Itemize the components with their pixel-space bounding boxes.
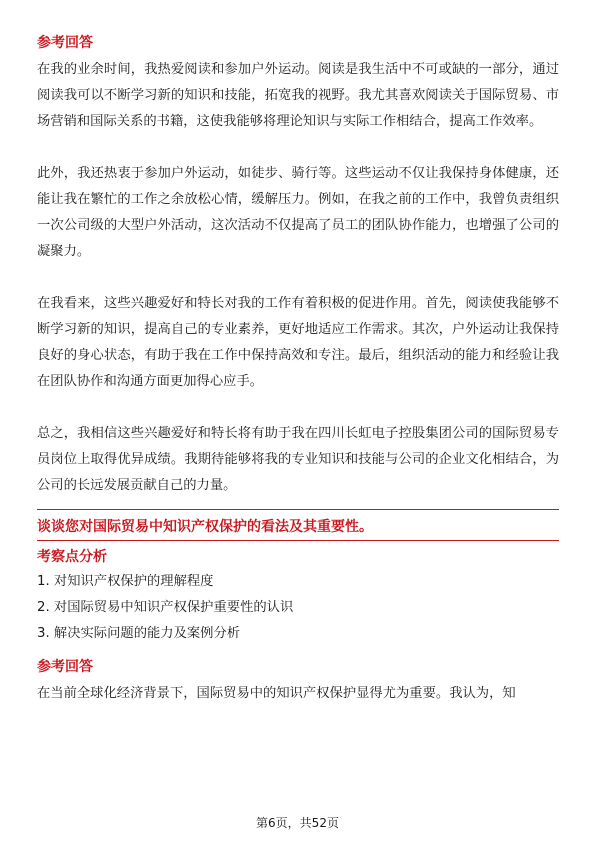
paragraph-gap: [37, 395, 559, 421]
reference-answer-heading-2: 参考回答: [37, 659, 93, 675]
answer-paragraph-3: 在我看来，这些兴趣爱好和特长对我的工作有着积极的促进作用。首先，阅读使我能够不断学习新的知识，提高自己的专业素养，更好地适应工作需求。其次，户外运动让我保持良好的身心状态，有助于我在工作中保持高效和专注。最后，组织活动的能力和经验让我在团队协作和沟通方面更加得心应手。: [37, 296, 559, 389]
analysis-item-1: 1. 对知识产权保护的理解程度: [37, 574, 214, 589]
reference-answer-heading: 参考回答: [37, 35, 93, 51]
analysis-heading: 考察点分析: [37, 549, 107, 565]
question-divider-top: [37, 509, 559, 510]
answer-paragraph-4: 总之，我相信这些兴趣爱好和特长将有助于我在四川长虹电子控股集团公司的国际贸易专员岗位上取得优异成绩。我期待能够将我的专业知识和技能与公司的企业文化相结合，为公司的长远发展贡献自己的力量。: [37, 426, 559, 493]
answer-paragraph-5: 在当前全球化经济背景下，国际贸易中的知识产权保护显得尤为重要。我认为，知: [37, 686, 516, 701]
spacer: [37, 499, 559, 509]
paragraph-gap: [37, 265, 559, 291]
question-divider-bottom: [37, 540, 559, 541]
page-number: 第6页，共52页: [256, 816, 339, 830]
paragraph-gap: [37, 135, 559, 161]
answer-paragraph-2: 此外，我还热衷于参加户外运动，如徒步、骑行等。这些运动不仅让我保持身体健康，还能让我在繁忙的工作之余放松心情，缓解压力。例如，在我之前的工作中，我曾负责组织一次公司级的大型户外活动，这次活动不仅提高了员工的团队协作能力，也增强了公司的凝聚力。: [37, 166, 559, 259]
question-title: 谈谈您对国际贸易中知识产权保护的看法及其重要性。: [37, 519, 373, 535]
page-content: [37, 33, 559, 707]
answer-paragraph-1: 在我的业余时间，我热爱阅读和参加户外运动。阅读是我生活中不可或缺的一部分，通过阅读我可以不断学习新的知识和技能，拓宽我的视野。我尤其喜欢阅读关于国际贸易、市场营销和国际关系的书籍，这使我能够将理论知识与实际工作相结合，提高工作效率。: [37, 62, 559, 129]
analysis-item-2: 2. 对国际贸易中知识产权保护重要性的认识: [37, 600, 294, 615]
analysis-item-3: 3. 解决实际问题的能力及案例分析: [37, 626, 241, 641]
